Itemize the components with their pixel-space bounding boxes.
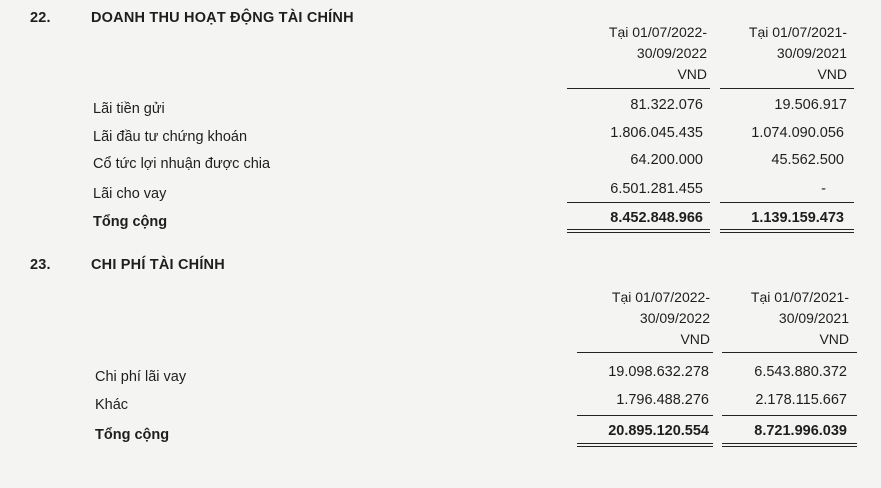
section-23-col1-period-start: Tại 01/07/2022- <box>611 289 710 305</box>
section-23-col2-header-rule <box>722 352 857 353</box>
section-22-col2-subtotal-rule <box>720 202 854 203</box>
section-22-row-label: Lãi đầu tư chứng khoán <box>93 129 248 145</box>
section-22-row-value-col2: 1.074.090.056 <box>751 125 844 141</box>
section-23-row-value-col1: 1.796.488.276 <box>616 392 709 408</box>
section-22-row-value-col2: 19.506.917 <box>774 97 847 113</box>
section-22-col1-subtotal-rule <box>567 202 710 203</box>
section-23-col1-header-rule <box>577 352 713 353</box>
section-22-col2-unit: VND <box>817 66 847 82</box>
section-22-col2-period-start: Tại 01/07/2021- <box>748 24 847 40</box>
section-23-col1-subtotal-rule <box>577 415 713 416</box>
section-23-col2-subtotal-rule <box>722 415 857 416</box>
section-23-total-col1: 20.895.120.554 <box>608 423 709 439</box>
section-22-row-value-col2: 45.562.500 <box>771 152 844 168</box>
section-22-title: DOANH THU HOẠT ĐỘNG TÀI CHÍNH <box>91 10 354 26</box>
section-23-row-label: Chi phí lãi vay <box>95 369 187 385</box>
section-23-col2-total-rule-2 <box>722 446 857 447</box>
section-22-row-label: Lãi cho vay <box>93 186 167 202</box>
section-22-row-label: Lãi tiền gửi <box>93 101 165 117</box>
section-22-col2-header <box>697 22 847 85</box>
section-23-row-value-col2: 2.178.115.667 <box>755 392 847 408</box>
section-23-row-value-col1: 19.098.632.278 <box>608 364 709 380</box>
section-23-col1-header <box>560 287 710 350</box>
section-22-row-value-col1: 81.322.076 <box>630 97 703 113</box>
section-22-col1-header-rule <box>567 88 710 89</box>
section-22-col1-period-end: 30/09/2022 <box>636 45 707 61</box>
section-22-col1-total-rule-2 <box>567 232 710 233</box>
section-22-col2-header-rule <box>720 88 854 89</box>
section-23-col2-total-rule <box>722 443 857 444</box>
section-22-total-col2: 1.139.159.473 <box>751 210 844 226</box>
section-22-col2-total-rule-2 <box>720 232 854 233</box>
section-23-row-label: Khác <box>95 397 129 413</box>
section-22-row-value-col2: - <box>821 181 826 197</box>
section-23-col1-unit: VND <box>680 331 710 347</box>
section-22-row-value-col1: 1.806.045.435 <box>610 125 703 141</box>
section-23-total-label: Tổng cộng <box>95 427 170 443</box>
section-23-col1-total-rule-2 <box>577 446 713 447</box>
section-22-row-label: Cổ tức lợi nhuận được chia <box>93 156 271 172</box>
section-23-number: 23. <box>30 257 51 273</box>
section-22-row-value-col1: 6.501.281.455 <box>610 181 703 197</box>
section-22-total-col1: 8.452.848.966 <box>610 210 703 226</box>
section-23-total-col2: 8.721.996.039 <box>754 423 847 439</box>
section-23-col2-unit: VND <box>819 331 849 347</box>
section-22-col1-header <box>557 22 707 85</box>
section-22-col1-total-rule <box>567 229 710 230</box>
section-22-row-value-col1: 64.200.000 <box>630 152 703 168</box>
section-22-col2-total-rule <box>720 229 854 230</box>
section-23-col1-total-rule <box>577 443 713 444</box>
section-23-col2-header <box>699 287 849 350</box>
section-22-number: 22. <box>30 10 51 26</box>
section-22-col1-unit: VND <box>677 66 707 82</box>
section-22-col2-period-end: 30/09/2021 <box>776 45 847 61</box>
section-23-col1-period-end: 30/09/2022 <box>639 310 710 326</box>
section-23-title: CHI PHÍ TÀI CHÍNH <box>91 257 225 273</box>
section-23-col2-period-start: Tại 01/07/2021- <box>750 289 849 305</box>
section-23-row-value-col2: 6.543.880.372 <box>754 364 847 380</box>
section-22-col1-period-start: Tại 01/07/2022- <box>608 24 707 40</box>
section-22-total-label: Tổng cộng <box>93 214 168 230</box>
section-23-col2-period-end: 30/09/2021 <box>778 310 849 326</box>
